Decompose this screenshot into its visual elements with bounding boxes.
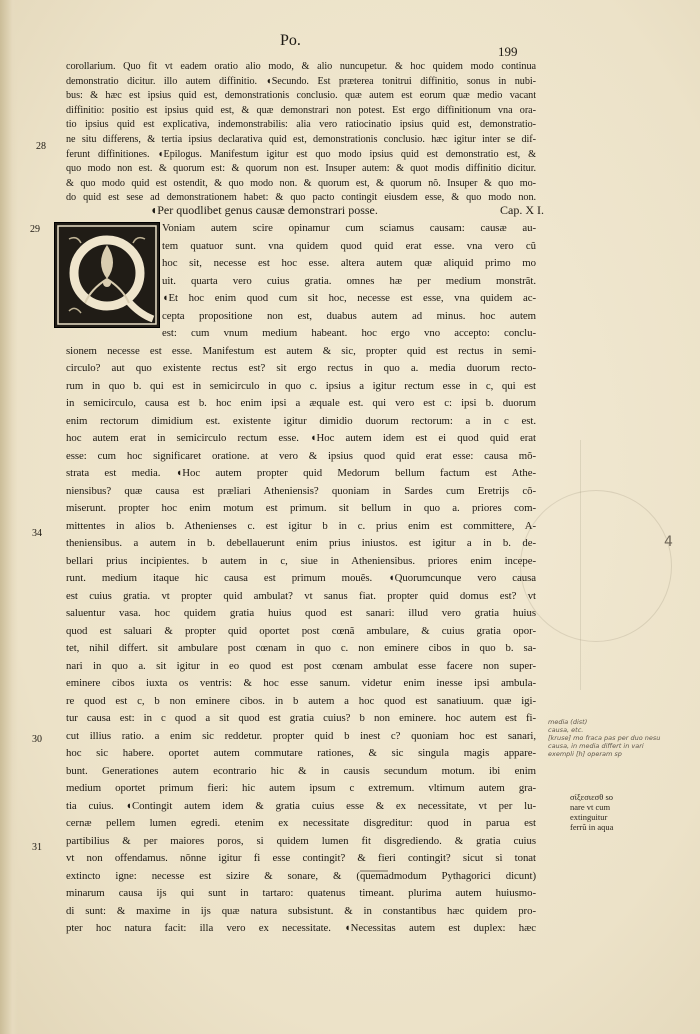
text-line: est: cum vnum medium habeant. hoc ergo vno accepto: conclu- xyxy=(162,327,536,339)
text-line: theniensibus. a autem in b. debellauerunt enim prius iniustos. est igitur a in b. de- xyxy=(66,537,536,549)
book-gutter xyxy=(0,0,18,1034)
margin-number: 34 xyxy=(32,528,42,539)
text-line: saluentur vasa. hoc quidem gratia huius quod est sanari: illud vero gratia huius xyxy=(66,607,536,619)
bottom-rule xyxy=(360,870,388,872)
text-line: demonstratio dicitur. illo autem diffinitio. ◖Secundo. Est præterea tonitrui diffinitio, sonus in nubi- xyxy=(66,75,536,87)
text-line: medium oportet primum fieri: hic autem ipsum c extremum. vltimum autem gra- xyxy=(66,782,536,794)
text-line: mittentes in alios b. Athenienses c. est igitur b in c. prius enim est committere, A- xyxy=(66,519,536,532)
text-line: niensibus? quæ causa est præliari Atheniensis? quoniam in Sardes cum Eretrijs cõ- xyxy=(66,484,536,497)
text-line: hoc autem erat in semicirculo rectum esse. ◖Hoc autem idem est ei quod quid erat xyxy=(66,432,536,444)
text-line: ◖Et hoc enim quod cum sit hoc, necesse est esse, vna quidem ac- xyxy=(162,292,536,304)
paragraph-2 xyxy=(66,220,536,955)
text-line: corollarium. Quo fit vt eadem oratio alio modo, & alio nuncupetur. & hoc quidem modo continua xyxy=(66,61,536,72)
show-through-line xyxy=(580,440,581,690)
text-line: tur causa est: in c quod a sit quod est gratia cuius? b non eminere. hoc autem est fi- xyxy=(66,712,536,724)
text-line: strata est media. ◖Hoc autem propter quid Medorum bellum factum est Athe- xyxy=(66,467,536,479)
margin-number: 29 xyxy=(30,224,40,235)
margin-number: 28 xyxy=(36,141,46,152)
margin-mark: 4 xyxy=(664,534,673,550)
text-line: circulo? aut quo existente rectus est? sit ergo rectus in quo a. media duorum recto- xyxy=(66,362,536,374)
text-line: miserunt. propter hoc enim motum est primum. sit bellum in quo a. priores com- xyxy=(66,502,536,514)
text-line: hoc sic habere. oportet autem commutare rationes, & sic singula magis appare- xyxy=(66,747,536,759)
text-line: di sunt: & maxime in ijs quæ natura subsistunt. & in constantibus hæc quidem pro- xyxy=(66,904,536,917)
text-line: quo modo non est. & quorum est: & quorum non est. Insuper autem: & quot modis diffinitio dicitur. xyxy=(66,163,536,175)
text-line: ferunt diffinitiones. ◖Epilogus. Manifestum igitur est quo modo ipsius quid est demonstratio est, & xyxy=(66,148,536,160)
text-line: runt. medium itaque hic causa est primum mouẽs. ◖Quorumcunque vero causa xyxy=(66,572,536,584)
printed-margin-note: σίξεσιεσθ so nare vt cum extinguitur ferrũ in aqua xyxy=(570,792,614,832)
text-line: tet, nihil differt. sit ambulare post cœnam in quo c. non eminere cibos in quo b. sa- xyxy=(66,642,536,654)
text-line: cepta propositione non est, duabus autem ad minus. hoc autem xyxy=(162,309,536,322)
text-line: bus: & hæc est ipsius quid est, demonstrationis conclusio. quæ autem est eorum quæ medio vacant xyxy=(66,90,536,102)
text-line: bellari prius incipientes. b autem in c, siue in Atheniensibus. priores enim incepe- xyxy=(66,554,536,567)
show-through-circle xyxy=(520,490,672,642)
paragraph-1 xyxy=(66,60,536,206)
text-line: & quo modo quid est ostendit, & quo modo non. & quorum est, & quorum nõ. Insuper & quo mo- xyxy=(66,177,536,189)
running-head: Po. xyxy=(280,32,301,49)
text-line: re quod est c, b non eminere cibos. in b autem a hoc quod est sanatiuum. quæ igi- xyxy=(66,694,536,707)
chapter-label: Cap. X I. xyxy=(500,203,544,217)
text-line: pter hoc natura facit: illa vero ex necessitate. ◖Necessitas autem est duplex: hæc xyxy=(66,922,536,934)
text-line: bunt. Generationes autem econtrario hic & in causis secundum motum. ibi enim xyxy=(66,764,536,777)
text-line: tio ipsius quid est explicativa, indemonstrabilis: alia vero ratiocinatio ipsius quid est, demonstratio- xyxy=(66,119,536,131)
chapter-heading: ◖Per quodlibet genus causæ demonstrari posse. xyxy=(150,203,378,217)
text-line: enim rectorum dimidium est. existente igitur dimidio duorum rectorum: a in c est. xyxy=(66,414,536,427)
text-line: quod est saluari & propter quid oportet post cœnã ambulare, & cuius gratia opor- xyxy=(66,624,536,637)
text-line: uit. quarta vero cuius gratia. omnes hæ per medium monstrãt. xyxy=(162,274,536,287)
text-line: eminere cibos iuxta os ventris: & hoc esse sanum. videtur enim inesse ipsi ambula- xyxy=(66,677,536,689)
text-line: tem quatuor sunt. vna quidem quod quid erat esse. vna vero cũ xyxy=(162,239,536,252)
text-line: vt non offendamus. nõnne igitur fi esse contingit? & fieri contingit? sicut si tonat xyxy=(66,852,536,864)
folio-number: 199 xyxy=(498,44,518,59)
margin-number: 31 xyxy=(32,842,42,853)
text-line: Voniam autem scire opinamur cum sciamus causam: causæ au- xyxy=(162,222,536,234)
text-line: do quid est sese ad demonstrationem habet: & quo pacto contingit eiusdem esse, & quo modo non. xyxy=(66,192,536,204)
text-line: partibilius & per maiores poros, si quidem lumen fit disgrediendo. & gratia cuius xyxy=(66,834,536,847)
handwritten-margin-note: media (dist) causa, etc. [kruse] mo fraca pas per duo nesu causa, in media differt in vari exempli [h] operam sp xyxy=(548,718,661,758)
text-line: sionem necesse est esse. Manifestum est autem & sic, propter quid est rectus in semi- xyxy=(66,344,536,357)
text-line: esse: cum hoc significaret oratione. at vero & ipsius quod quid erat esse: causa mõ- xyxy=(66,449,536,462)
text-line xyxy=(66,938,536,956)
text-line: ne situ differens, & tertia ipsius declarativa quid est, demonstrationis conclusio. hæc igitur inter se dif- xyxy=(66,133,536,145)
text-line: minarum causa ijs qui sunt in tartaro: quatenus timeant. plurima autem huiusmo- xyxy=(66,887,536,899)
text-line: cernæ pellem lumen egredi. etenim ex necessitate disgreditur: quod in parua est xyxy=(66,817,536,829)
text-line: est cuius gratia. vt propter quid ambulat? vt sanus fiat. propter quid domus est? vt xyxy=(66,589,536,602)
text-line: hoc sit, necesse est hoc esse. altera autem quæ aliquid primo mo xyxy=(162,257,536,269)
text-line: tia cuius. ◖Contingit autem idem & gratia cuius esse & ex necessitate, vt per lu- xyxy=(66,799,536,812)
text-line: in semicirculo, causa est b. hoc enim ipsi a æquale est. qui vero est c: ipsi b. duorum xyxy=(66,397,536,409)
text-line: rum in quo b. qui est in semicirculo in quo c. ipsius a igitur rectum esse in c, qui est xyxy=(66,379,536,392)
text-line: extincto igne: necesse est sizire & sonare, & (quemadmodum Pythagorici dicunt) xyxy=(66,869,536,882)
text-line: diffinitio: positio est ipsius quid est, & quæ demonstrari non potest. Est ergo diffinitionum vna ora- xyxy=(66,104,536,116)
margin-number: 30 xyxy=(32,734,42,745)
text-line: cut illius ratio. a enim sic reddetur. propter quid b inest c? quoniam hoc est sanari, xyxy=(66,729,536,742)
text-line: nari in quo a. sit igitur in eo quod est post cœnam ambulat esse facere non super- xyxy=(66,659,536,672)
